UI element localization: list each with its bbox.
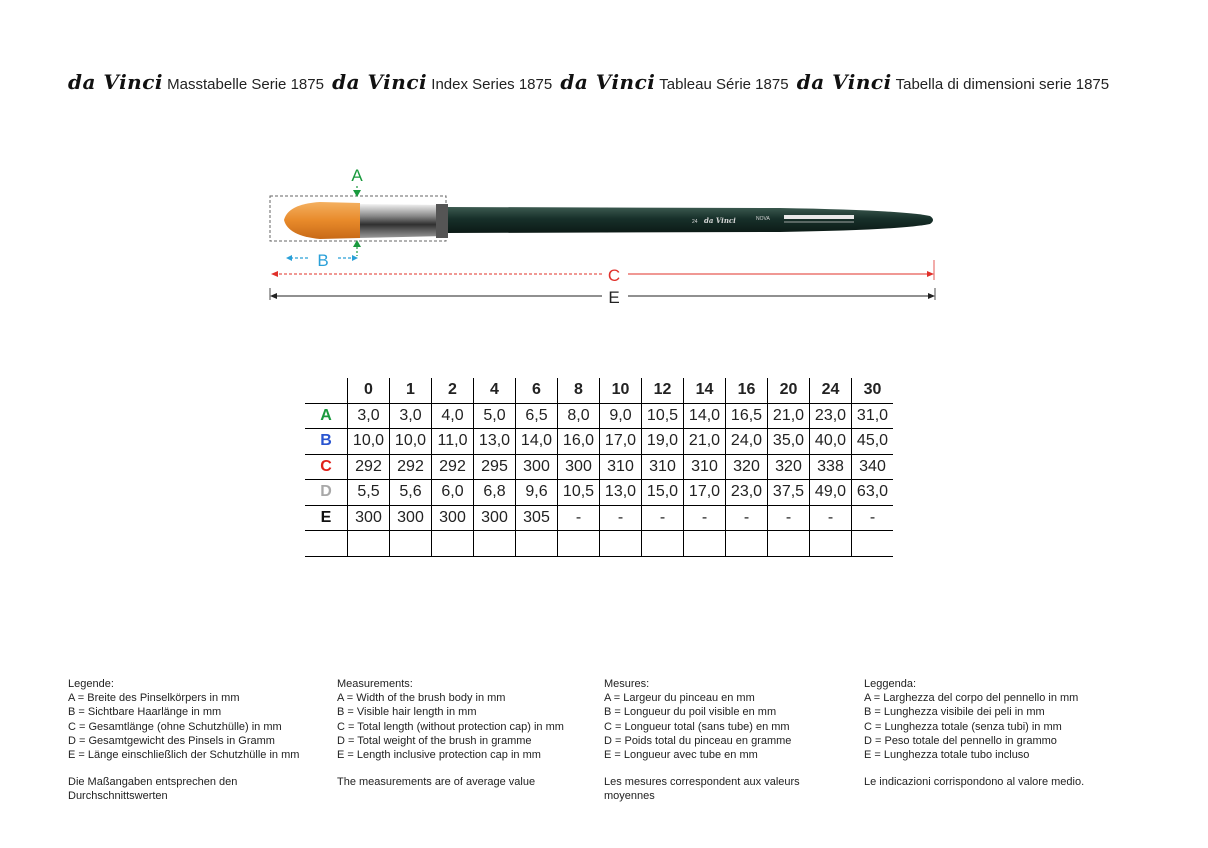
row-label-cell: B [305,429,348,455]
legend-line: D = Poids total du pinceau en gramme [604,734,792,747]
header-title-de: Masstabelle Serie 1875 [167,76,324,93]
value-cell: 300 [516,454,558,480]
value-cell: 14,0 [684,403,726,429]
brand-logo: da Vinci [68,70,163,94]
value-cell: 17,0 [684,480,726,506]
value-cell: 9,6 [516,480,558,506]
size-header-cell: 30 [852,378,894,403]
value-cell [810,531,852,557]
size-header-cell: 14 [684,378,726,403]
value-cell [432,531,474,557]
table-row [305,531,893,557]
table-row [305,403,893,429]
value-cell [684,531,726,557]
value-cell: 9,0 [600,403,642,429]
value-cell: 3,0 [390,403,432,429]
header-title-it: Tabella di dimensioni serie 1875 [895,76,1110,93]
value-cell: 16,5 [726,403,768,429]
legend-line: B = Lunghezza visibile dei peli in mm [864,706,1045,719]
value-cell: 340 [852,454,894,480]
table-row [305,454,893,480]
legend-note: Le indicazioni corrispondono al valore medio. [864,776,1085,789]
value-cell: 21,0 [768,403,810,429]
value-cell: 37,5 [768,480,810,506]
value-cell: 310 [684,454,726,480]
dim-arrow-e-right [928,293,935,299]
dim-arrow-b-left [286,255,292,261]
value-cell: 19,0 [642,429,684,455]
legend-line: B = Visible hair length in mm [337,706,477,719]
table-corner-cell [305,378,348,403]
size-header-cell: 4 [474,378,516,403]
size-header-cell: 1 [390,378,432,403]
value-cell: 300 [558,454,600,480]
handle-size-text: 24 [692,219,698,225]
value-cell: 5,6 [390,480,432,506]
brush-ferrule [358,204,446,238]
legend-note: The measurements are of average value [337,776,536,789]
legend-line: D = Total weight of the brush in gramme [337,734,532,747]
value-cell: 10,0 [390,429,432,455]
legend-heading: Measurements: [337,678,413,690]
size-header-cell: 16 [726,378,768,403]
value-cell: 11,0 [432,429,474,455]
value-cell: - [600,505,642,531]
value-cell: 300 [390,505,432,531]
value-cell: 6,8 [474,480,516,506]
value-cell: 338 [810,454,852,480]
value-cell: 6,5 [516,403,558,429]
legend-line: E = Longueur avec tube en mm [604,749,758,762]
value-cell: - [726,505,768,531]
value-cell: 40,0 [810,429,852,455]
row-label-cell: E [305,505,348,531]
value-cell [474,531,516,557]
value-cell: 49,0 [810,480,852,506]
row-label-cell: A [305,403,348,429]
size-header-cell: 12 [642,378,684,403]
value-cell [348,531,390,557]
legend-line: B = Sichtbare Haarlänge in mm [68,706,222,719]
legend-fr [604,677,819,804]
table-row [305,480,893,506]
handle-barcode [784,215,854,219]
brush-hair [284,202,360,239]
dim-label-a: A [351,166,363,185]
value-cell: 292 [432,454,474,480]
row-label-cell: C [305,454,348,480]
value-cell: 4,0 [432,403,474,429]
value-cell: 292 [348,454,390,480]
brand-logo: da Vinci [796,70,892,94]
value-cell: 10,5 [558,480,600,506]
legend-line: B = Longueur du poil visible en mm [604,706,777,719]
dim-arrow-c-left [271,271,278,277]
legend-line: C = Longueur total (sans tube) en mm [604,720,790,733]
legend-line: A = Breite des Pinselkörpers in mm [68,692,240,705]
value-cell [642,531,684,557]
value-cell: 23,0 [810,403,852,429]
value-cell: 295 [474,454,516,480]
value-cell: 292 [390,454,432,480]
size-header-cell: 24 [810,378,852,403]
legend-line: A = Width of the brush body in mm [337,692,506,705]
value-cell: 320 [726,454,768,480]
legend-line: A = Larghezza del corpo del pennello in mm [864,692,1079,705]
legend-line: A = Largeur du pinceau en mm [604,692,755,705]
brush-handle [446,207,933,233]
dim-label-c: C [607,266,621,285]
size-table [305,378,893,557]
legend-heading: Leggenda: [864,678,916,690]
value-cell: - [642,505,684,531]
value-cell: 13,0 [600,480,642,506]
size-header-cell: 6 [516,378,558,403]
legend-en [337,677,577,789]
value-cell: 310 [600,454,642,480]
value-cell: 3,0 [348,403,390,429]
dim-arrow-c-right [927,271,934,277]
value-cell: - [768,505,810,531]
ferrule-ring [436,204,448,238]
value-cell: 63,0 [852,480,894,506]
dim-arrow-a-top [353,190,361,197]
value-cell [516,531,558,557]
value-cell: - [810,505,852,531]
size-header-cell: 0 [348,378,390,403]
row-label-cell: D [305,480,348,506]
value-cell: 15,0 [642,480,684,506]
legend-de [68,677,299,804]
handle-series-text: NOVA [756,216,770,222]
value-cell [768,531,810,557]
value-cell [558,531,600,557]
brand-logo: da Vinci [560,70,656,94]
size-header-cell: 10 [600,378,642,403]
legend-note: Die Maßangaben entsprechen den Durchschnittswerten [68,776,238,803]
value-cell: 10,5 [642,403,684,429]
brand-logo: da Vinci [332,70,428,94]
value-cell: 21,0 [684,429,726,455]
header-title-fr: Tableau Série 1875 [659,76,789,93]
legend-it [864,677,1124,789]
value-cell: 300 [432,505,474,531]
value-cell: - [684,505,726,531]
value-cell: 17,0 [600,429,642,455]
table-header-row [305,378,893,403]
legend-line: E = Länge einschließlich der Schutzhülle in mm [68,749,300,762]
value-cell: 35,0 [768,429,810,455]
table-row [305,505,893,531]
legend-line: C = Gesamtlänge (ohne Schutzhülle) in mm [68,720,282,733]
value-cell: 31,0 [852,403,894,429]
dim-arrow-e-left [270,293,277,299]
header-title-en: Index Series 1875 [431,76,553,93]
value-cell: 5,5 [348,480,390,506]
page-header [68,70,1113,94]
legend-line: D = Gesamtgewicht des Pinsels in Gramm [68,734,275,747]
brush-diagram [260,160,950,310]
handle-brand-text: da Vinci [704,216,736,225]
value-cell [852,531,894,557]
legend-note: Les mesures correspondent aux valeurs moyennes [604,776,800,803]
value-cell: - [558,505,600,531]
value-cell [390,531,432,557]
value-cell [600,531,642,557]
row-label-cell [305,531,348,557]
dim-label-b: B [317,251,329,270]
legend-line: E = Length inclusive protection cap in mm [337,749,541,762]
legend-heading: Legende: [68,678,114,690]
legend-line: C = Total length (without protection cap) in mm [337,720,564,733]
value-cell: 14,0 [516,429,558,455]
size-header-cell: 20 [768,378,810,403]
dim-label-e: E [608,288,620,307]
value-cell: 45,0 [852,429,894,455]
value-cell: 23,0 [726,480,768,506]
value-cell: 6,0 [432,480,474,506]
legend-line: E = Lunghezza totale tubo incluso [864,749,1030,762]
legend-line: C = Lunghezza totale (senza tubi) in mm [864,720,1062,733]
value-cell: 10,0 [348,429,390,455]
value-cell: 8,0 [558,403,600,429]
value-cell: 320 [768,454,810,480]
value-cell: 5,0 [474,403,516,429]
value-cell: 300 [474,505,516,531]
legend-heading: Mesures: [604,678,650,690]
value-cell [726,531,768,557]
value-cell: 24,0 [726,429,768,455]
value-cell: 13,0 [474,429,516,455]
value-cell: 16,0 [558,429,600,455]
size-header-cell: 2 [432,378,474,403]
table-row [305,429,893,455]
size-header-cell: 8 [558,378,600,403]
value-cell: 305 [516,505,558,531]
value-cell: 310 [642,454,684,480]
value-cell: - [852,505,894,531]
legend-line: D = Peso totale del pennello in grammo [864,734,1057,747]
value-cell: 300 [348,505,390,531]
